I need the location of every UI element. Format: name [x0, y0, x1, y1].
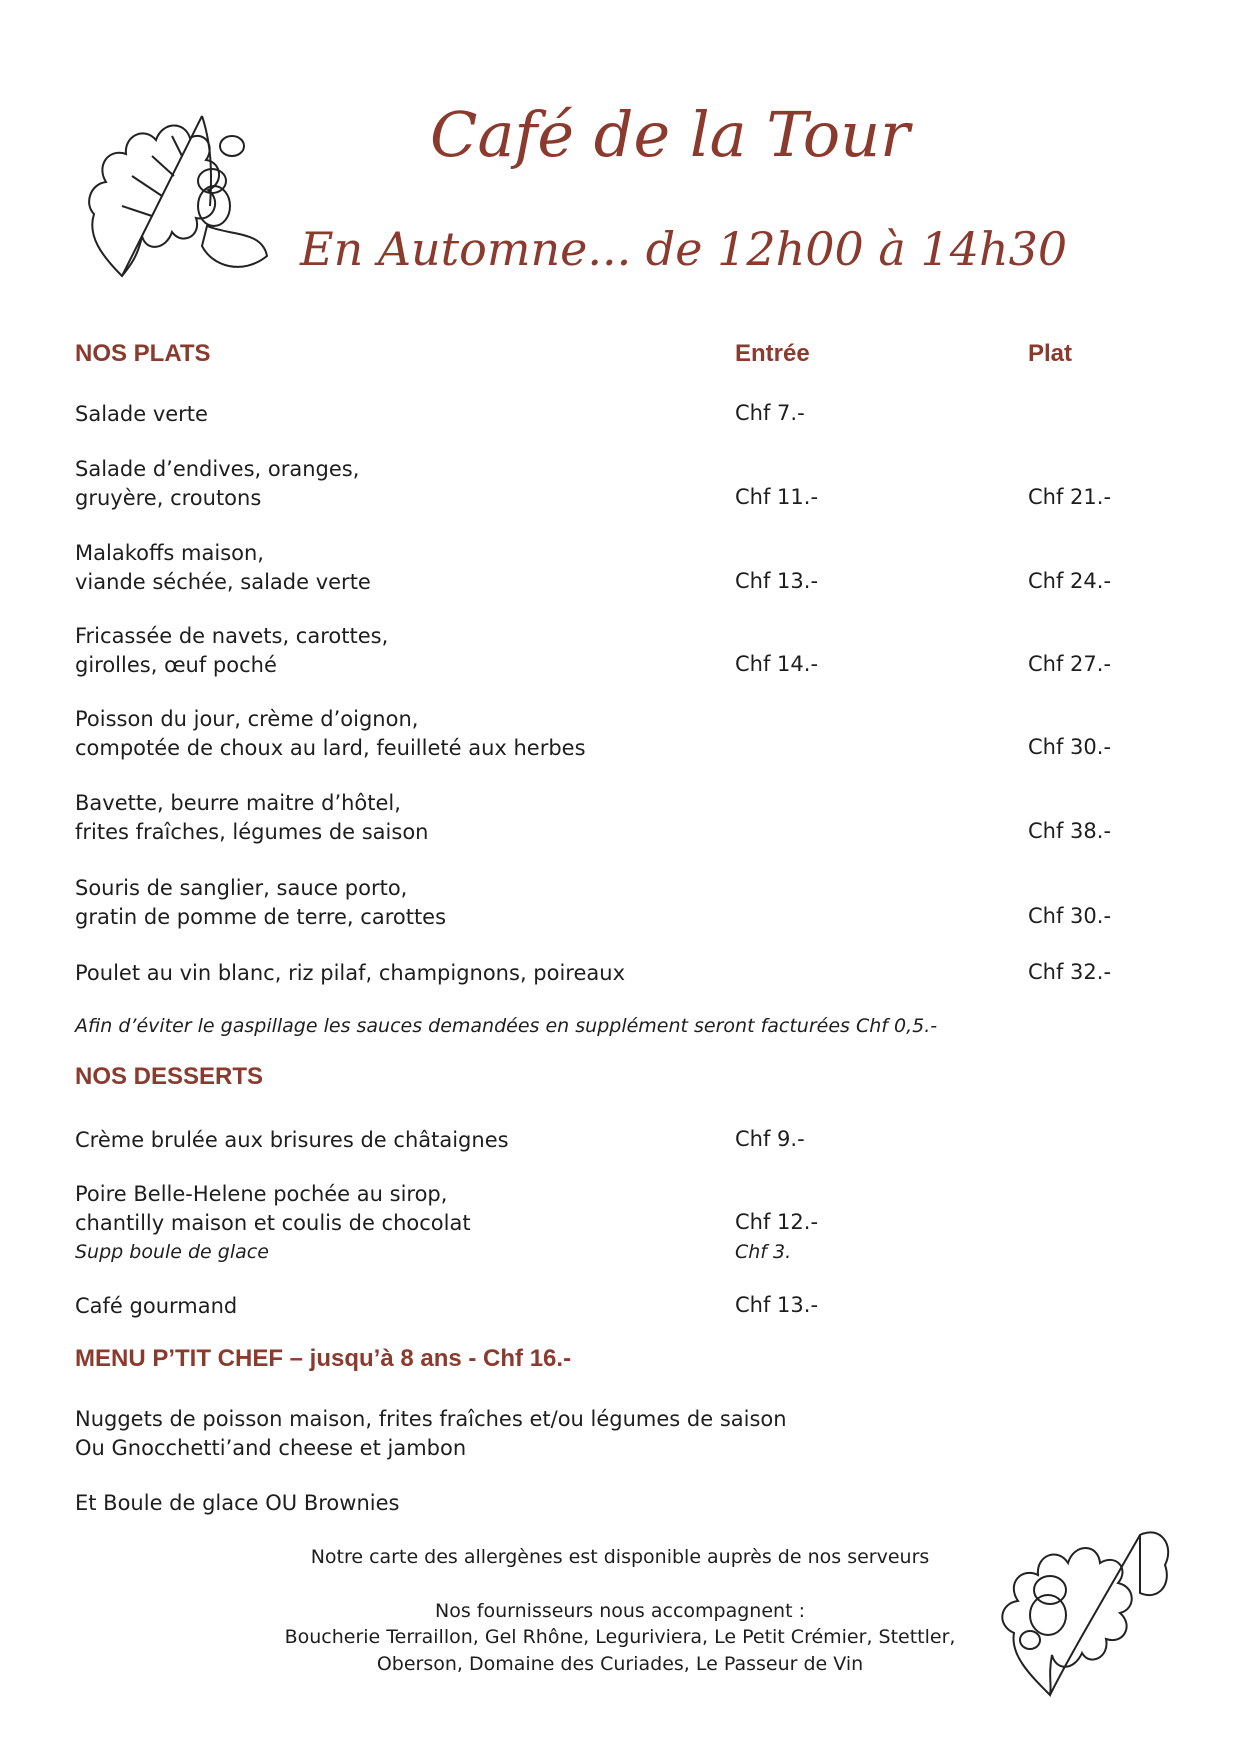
dessert-item-name: Café gourmand [75, 1294, 238, 1318]
suppliers-list: Oberson, Domaine des Curiades, Le Passeur de Vin [376, 1653, 864, 1675]
menu-item-detail: girolles, œuf poché [75, 653, 277, 677]
kids-menu-line: Ou Gnocchetti’and cheese et jambon [75, 1436, 467, 1460]
menu-item-name: Souris de sanglier, sauce porto, [75, 876, 408, 900]
menu-item-name: Fricassée de navets, carottes, [75, 624, 389, 648]
suppliers-intro: Nos fournisseurs nous accompagnent : [435, 1600, 805, 1622]
column-header-entree: Entrée [735, 340, 810, 367]
price-plat: Chf 21.- [1028, 485, 1112, 509]
supp-label: Supp boule de glace [75, 1241, 269, 1263]
price-plat: Chf 24.- [1028, 569, 1112, 593]
price-plat: Chf 32.- [1028, 960, 1112, 984]
price-entree: Chf 13.- [735, 569, 819, 593]
page-subtitle: En Automne... de 12h00 à 14h30 [300, 222, 1068, 276]
section-heading-plats: NOS PLATS [75, 340, 211, 367]
menu-item-name: Salade d’endives, oranges, [75, 457, 360, 481]
section-heading-kids: MENU P’TIT CHEF – jusqu’à 8 ans - Chf 16.- [75, 1345, 572, 1372]
price-entree: Chf 14.- [735, 652, 819, 676]
price-plat: Chf 38.- [1028, 819, 1112, 843]
menu-item-name: Poulet au vin blanc, riz pilaf, champignons, poireaux [75, 961, 625, 985]
menu-item-detail: frites fraîches, légumes de saison [75, 820, 429, 844]
dessert-item-name: Crème brulée aux brisures de châtaignes [75, 1128, 509, 1152]
sauce-note: Afin d’éviter le gaspillage les sauces demandées en supplément seront facturées Chf 0,5.- [75, 1015, 938, 1037]
supp-price: Chf 3. [735, 1241, 792, 1263]
menu-item-name: Poisson du jour, crème d’oignon, [75, 707, 419, 731]
dessert-price: Chf 9.- [735, 1127, 805, 1151]
menu-item-detail: viande séchée, salade verte [75, 570, 371, 594]
price-plat: Chf 27.- [1028, 652, 1112, 676]
price-plat: Chf 30.- [1028, 904, 1112, 928]
price-entree: Chf 11.- [735, 485, 819, 509]
column-header-plat: Plat [1028, 340, 1073, 367]
price-plat: Chf 30.- [1028, 735, 1112, 759]
menu-item-detail: compotée de choux au lard, feuilleté aux herbes [75, 736, 586, 760]
menu-item-name: Bavette, beurre maitre d’hôtel, [75, 791, 401, 815]
oak-leaf-acorn-icon [82, 86, 272, 286]
dessert-item-name: Poire Belle-Helene pochée au sirop, [75, 1182, 448, 1206]
allergens-note: Notre carte des allergènes est disponible auprès de nos serveurs [310, 1546, 930, 1568]
menu-item-detail: gratin de pomme de terre, carottes [75, 905, 447, 929]
menu-item-name: Malakoffs maison, [75, 541, 264, 565]
menu-item-detail: gruyère, croutons [75, 486, 262, 510]
dessert-price: Chf 13.- [735, 1293, 819, 1317]
dessert-item-detail: chantilly maison et coulis de chocolat [75, 1211, 471, 1235]
kids-menu-line: Et Boule de glace OU Brownies [75, 1491, 400, 1515]
page-title: Café de la Tour [430, 98, 910, 171]
section-heading-desserts: NOS DESSERTS [75, 1063, 264, 1090]
price-entree: Chf 7.- [735, 401, 805, 425]
dessert-price: Chf 12.- [735, 1210, 819, 1234]
kids-menu-line: Nuggets de poisson maison, frites fraîches et/ou légumes de saison [75, 1407, 787, 1431]
menu-item-name: Salade verte [75, 402, 208, 426]
suppliers-list: Boucherie Terraillon, Gel Rhône, Leguriviera, Le Petit Crémier, Stettler, [284, 1626, 956, 1648]
